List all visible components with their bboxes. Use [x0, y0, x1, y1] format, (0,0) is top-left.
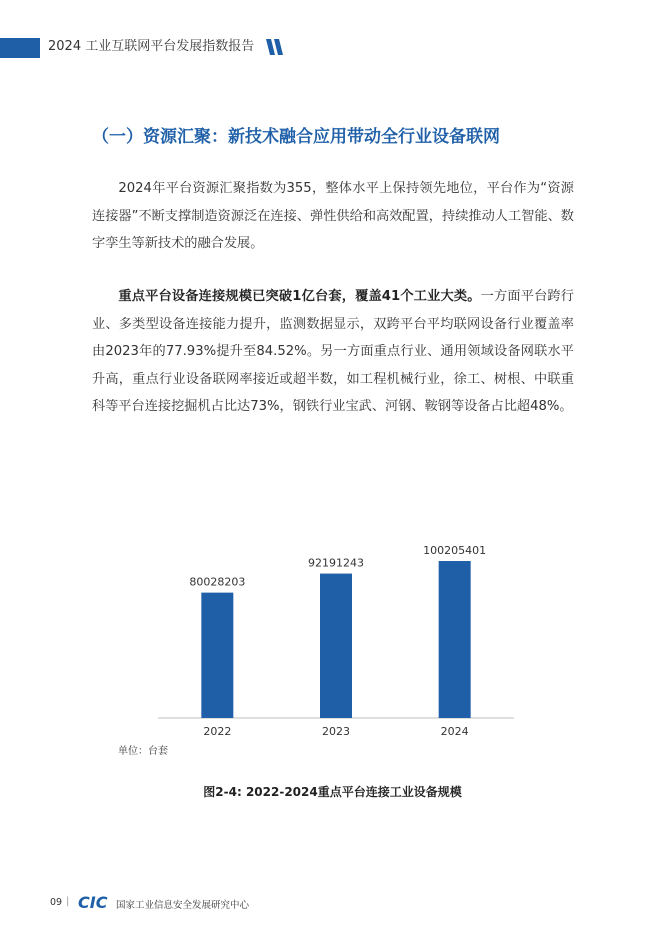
paragraph-device-connection: [92, 283, 574, 421]
bar-2022: [201, 593, 233, 718]
data-label-2023: 92191243: [308, 556, 364, 570]
section-heading: （一）资源汇聚：新技术融合应用带动全行业设备联网: [92, 127, 500, 147]
footer-separator: |: [66, 896, 70, 907]
organization-name: 国家工业信息安全发展研究中心: [116, 900, 250, 911]
header-slash-marks-icon: [266, 39, 288, 55]
cic-logo-icon: [78, 893, 112, 911]
header-accent-bar: [0, 38, 40, 58]
page-number: 09: [50, 897, 63, 908]
x-tick-label-2024: 2024: [440, 725, 469, 738]
logo-text: CIC: [78, 893, 108, 911]
chart-caption: 图2-4: 2022-2024重点平台连接工业设备规模: [203, 785, 462, 799]
paragraph-text: 2024年平台资源汇聚指数为355，整体水平上保持领先地位，平台作为“资源连接器”不断支撑制造资源泛在连接、弹性供给和高效配置，持续推动人工智能、数字孪生等新技术的融合发展。: [92, 181, 574, 251]
data-label-2024: 100205401: [423, 544, 487, 558]
x-tick-label-2023: 2023: [322, 725, 350, 738]
bar-2023: [320, 574, 352, 718]
paragraph-resource-aggregation: [92, 175, 574, 258]
x-tick-label-2022: 2022: [203, 725, 232, 738]
device-connection-bar-chart: [100, 530, 520, 740]
report-title: 2024 工业互联网平台发展指数报告: [48, 39, 255, 54]
chart-unit-label: 单位：台套: [118, 746, 168, 757]
paragraph-lead-bold: 重点平台设备连接规模已突破1亿台套，覆盖41个工业大类。: [118, 289, 481, 304]
paragraph-text: 一方面平台跨行业、多类型设备连接能力提升，监测数据显示，双跨平台平均联网设备行业覆盖率由2023年的77.93%提升至84.52%。另一方面重点行业、通用领域设备网联水平升高，重点行业设备联网率接近或超半数，如工程机械行业，徐工、树根、中联重科等平台连接挖掘机占比达73%，钢铁行业宝武、河钢、鞍钢等设备占比超48%。: [92, 289, 574, 414]
data-label-2022: 80028203: [189, 575, 246, 589]
bar-2024: [439, 561, 471, 718]
